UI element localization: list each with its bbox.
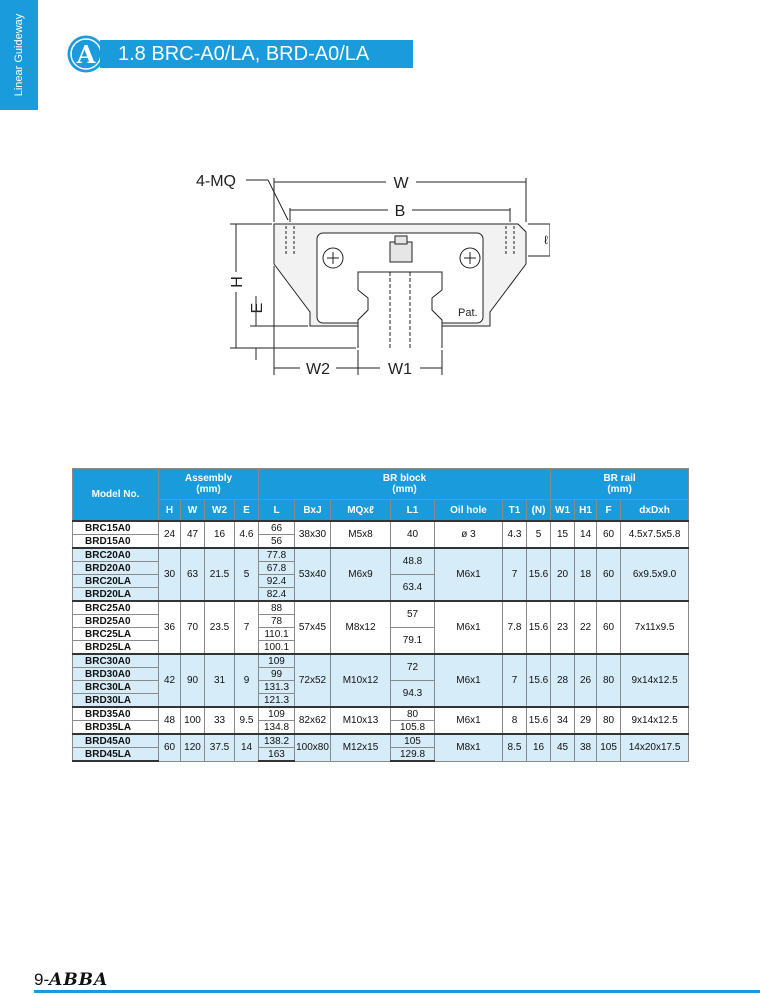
table-cell: 60	[597, 601, 621, 654]
table-cell: 134.8	[259, 721, 295, 735]
table-cell: 6x9.5x9.0	[621, 548, 689, 601]
table-cell: 8.5	[503, 734, 527, 761]
drawing-label-w1: W1	[388, 361, 412, 378]
table-cell: M5x8	[331, 521, 391, 548]
table-cell: ø 3	[435, 521, 503, 548]
table-row	[73, 734, 689, 748]
column-header: H1	[575, 500, 597, 522]
table-cell: 15.6	[527, 654, 551, 707]
table-cell: 5	[235, 548, 259, 601]
model-group	[73, 734, 689, 761]
table-cell: 121.3	[259, 694, 295, 708]
table-cell: 9x14x12.5	[621, 707, 689, 734]
table-cell: 82.4	[259, 588, 295, 602]
table-row	[73, 654, 689, 668]
column-header: (N)	[527, 500, 551, 522]
spec-table	[72, 468, 689, 762]
page-footer	[34, 970, 108, 990]
table-cell: 94.3	[391, 681, 435, 708]
table-cell: 23	[551, 601, 575, 654]
header-model: Model No.	[73, 469, 159, 522]
table-cell: 66	[259, 521, 295, 535]
table-cell: 100x80	[295, 734, 331, 761]
table-cell: BRD25A0	[73, 615, 159, 628]
table-cell: 5	[527, 521, 551, 548]
table-cell: 45	[551, 734, 575, 761]
table-cell: 48	[159, 707, 181, 734]
table-row	[73, 521, 689, 535]
column-header: W2	[205, 500, 235, 522]
column-header: T1	[503, 500, 527, 522]
table-cell: BRD30A0	[73, 668, 159, 681]
table-cell: M6x1	[435, 654, 503, 707]
table-cell: 163	[259, 748, 295, 762]
table-cell: M6x9	[331, 548, 391, 601]
drawing-label-w: W	[393, 175, 409, 192]
drawing-label-l: ℓ	[544, 233, 548, 247]
model-group	[73, 548, 689, 601]
table-cell: 16	[527, 734, 551, 761]
table-cell: 7	[503, 654, 527, 707]
brand-logo: ABBA	[49, 970, 109, 990]
table-cell: 15.6	[527, 601, 551, 654]
column-header: W1	[551, 500, 575, 522]
column-header: W	[181, 500, 205, 522]
table-cell: 70	[181, 601, 205, 654]
header-block: BR block (mm)	[259, 469, 551, 500]
table-cell: 99	[259, 668, 295, 681]
table-cell: 7	[503, 548, 527, 601]
table-cell: BRD20A0	[73, 562, 159, 575]
table-cell: 15.6	[527, 548, 551, 601]
table-cell: 77.8	[259, 548, 295, 562]
table-cell: BRD15A0	[73, 535, 159, 549]
column-header: BxJ	[295, 500, 331, 522]
table-cell: M8x12	[331, 601, 391, 654]
table-cell: M10x13	[331, 707, 391, 734]
table-cell: 34	[551, 707, 575, 734]
table-cell: 7.8	[503, 601, 527, 654]
table-cell: 105.8	[391, 721, 435, 735]
table-cell: 72x52	[295, 654, 331, 707]
table-cell: 48.8	[391, 548, 435, 575]
table-cell: 110.1	[259, 628, 295, 641]
table-cell: 80	[597, 654, 621, 707]
table-cell: 23.5	[205, 601, 235, 654]
table-cell: 20	[551, 548, 575, 601]
table-cell: 24	[159, 521, 181, 548]
header-rail: BR rail (mm)	[551, 469, 689, 500]
header-assembly: Assembly (mm)	[159, 469, 259, 500]
table-cell: 53x40	[295, 548, 331, 601]
table-cell: BRC20LA	[73, 575, 159, 588]
table-cell: 60	[159, 734, 181, 761]
table-cell: 15.6	[527, 707, 551, 734]
table-cell: 18	[575, 548, 597, 601]
page-number: 9-	[34, 970, 50, 989]
section-title: 1.8 BRC-A0/LA, BRD-A0/LA	[100, 40, 413, 68]
drawing-label-pat: Pat.	[458, 307, 478, 319]
table-cell: BRC20A0	[73, 548, 159, 562]
column-header: Oil hole	[435, 500, 503, 522]
table-cell: 109	[259, 707, 295, 721]
table-cell: M6x1	[435, 601, 503, 654]
table-cell: 100	[181, 707, 205, 734]
table-cell: 40	[391, 521, 435, 548]
table-cell: 88	[259, 601, 295, 615]
table-cell: BRD25LA	[73, 641, 159, 655]
table-cell: BRD45A0	[73, 734, 159, 748]
table-cell: 131.3	[259, 681, 295, 694]
table-cell: 29	[575, 707, 597, 734]
table-cell: 78	[259, 615, 295, 628]
table-cell: 90	[181, 654, 205, 707]
table-cell: BRD45LA	[73, 748, 159, 762]
table-cell: 109	[259, 654, 295, 668]
table-cell: 31	[205, 654, 235, 707]
table-cell: 36	[159, 601, 181, 654]
table-cell: 57	[391, 601, 435, 628]
table-cell: 14	[235, 734, 259, 761]
table-cell: 30	[159, 548, 181, 601]
drawing-label-w2: W2	[306, 361, 330, 378]
table-cell: 120	[181, 734, 205, 761]
table-cell: BRC25A0	[73, 601, 159, 615]
model-group	[73, 707, 689, 734]
table-cell: 80	[391, 707, 435, 721]
column-header: H	[159, 500, 181, 522]
table-cell: 21.5	[205, 548, 235, 601]
table-cell: 57x45	[295, 601, 331, 654]
table-cell: 42	[159, 654, 181, 707]
table-cell: 16	[205, 521, 235, 548]
table-cell: M6x1	[435, 548, 503, 601]
table-cell: 38	[575, 734, 597, 761]
table-cell: 79.1	[391, 628, 435, 655]
table-row	[73, 548, 689, 562]
table-cell: 22	[575, 601, 597, 654]
column-header: L	[259, 500, 295, 522]
guideway-drawing	[190, 160, 550, 390]
table-cell: BRC25LA	[73, 628, 159, 641]
table-cell: 14	[575, 521, 597, 548]
table-cell: BRD35LA	[73, 721, 159, 735]
table-cell: 92.4	[259, 575, 295, 588]
table-cell: 82x62	[295, 707, 331, 734]
table-cell: 15	[551, 521, 575, 548]
table-cell: M12x15	[331, 734, 391, 761]
table-cell: BRC30LA	[73, 681, 159, 694]
table-cell: BRD35A0	[73, 707, 159, 721]
table-cell: 129.8	[391, 748, 435, 762]
table-cell: 4.3	[503, 521, 527, 548]
table-cell: 60	[597, 521, 621, 548]
table-cell: BRC30A0	[73, 654, 159, 668]
table-cell: 9.5	[235, 707, 259, 734]
table-row	[73, 707, 689, 721]
drawing-label-mq: 4-MQ	[196, 173, 236, 190]
table-cell: 9	[235, 654, 259, 707]
column-header: E	[235, 500, 259, 522]
drawing-label-b: B	[394, 203, 406, 220]
table-cell: 63.4	[391, 575, 435, 602]
table-cell: 105	[391, 734, 435, 748]
footer-rule	[34, 990, 760, 993]
table-cell: 14x20x17.5	[621, 734, 689, 761]
table-cell: M8x1	[435, 734, 503, 761]
table-cell: 80	[597, 707, 621, 734]
table-cell: 8	[503, 707, 527, 734]
table-cell: 7	[235, 601, 259, 654]
model-group	[73, 654, 689, 707]
table-cell: 37.5	[205, 734, 235, 761]
column-header: dxDxh	[621, 500, 689, 522]
table-row	[73, 601, 689, 615]
table-cell: 28	[551, 654, 575, 707]
sidebar-tab	[0, 0, 38, 110]
drawing-label-h: H	[229, 276, 246, 288]
table-cell: 100.1	[259, 641, 295, 655]
model-group	[73, 521, 689, 548]
table-cell: 9x14x12.5	[621, 654, 689, 707]
table-cell: 67.8	[259, 562, 295, 575]
column-header: F	[597, 500, 621, 522]
model-group	[73, 601, 689, 654]
table-cell: BRD20LA	[73, 588, 159, 602]
table-cell: 63	[181, 548, 205, 601]
column-header: L1	[391, 500, 435, 522]
table-cell: BRC15A0	[73, 521, 159, 535]
table-cell: M10x12	[331, 654, 391, 707]
table-cell: 47	[181, 521, 205, 548]
table-cell: 33	[205, 707, 235, 734]
table-cell: 26	[575, 654, 597, 707]
table-cell: 60	[597, 548, 621, 601]
table-cell: 138.2	[259, 734, 295, 748]
column-header: MQxℓ	[331, 500, 391, 522]
sidebar-label: Linear Guideway	[13, 13, 25, 97]
table-cell: 72	[391, 654, 435, 681]
table-cell: 56	[259, 535, 295, 549]
table-cell: 105	[597, 734, 621, 761]
table-cell: 4.6	[235, 521, 259, 548]
table-cell: M6x1	[435, 707, 503, 734]
table-cell: 7x11x9.5	[621, 601, 689, 654]
table-cell: 38x30	[295, 521, 331, 548]
svg-text:A: A	[76, 40, 96, 69]
table-cell: 4.5x7.5x5.8	[621, 521, 689, 548]
table-cell: BRD30LA	[73, 694, 159, 708]
drawing-label-e: E	[249, 302, 266, 314]
